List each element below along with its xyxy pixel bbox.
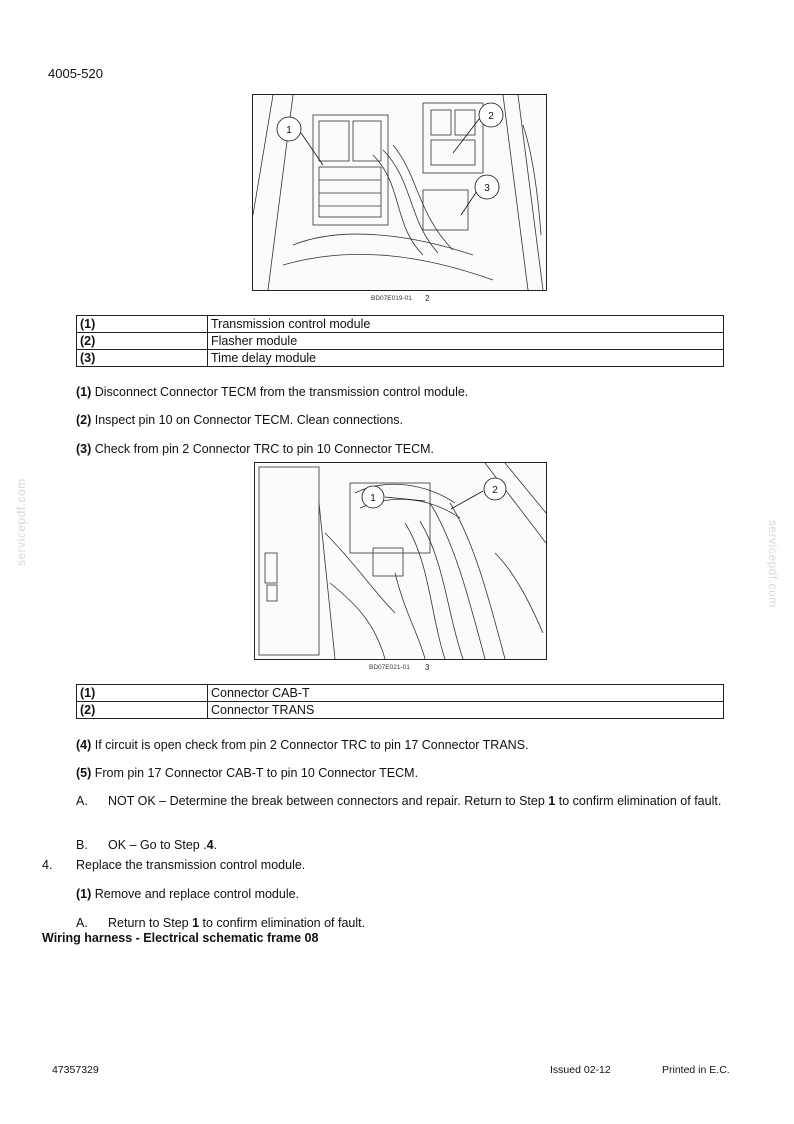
legend-key: (3) [77,350,208,367]
figure-1-drawing [253,95,546,290]
legend-value: Connector TRANS [208,702,724,719]
figure-2-callout-2: 2 [492,485,498,496]
figure-1-callout-1: 1 [286,125,292,136]
step-4-sub: (4) If circuit is open check from pin 2 Connector TRC to pin 17 Connector TRANS. [76,738,529,752]
legend-value: Time delay module [208,350,724,367]
legend-table-1 [76,315,724,367]
figure-1-illustration [252,94,547,291]
table-row [77,333,724,350]
legend-table-2 [76,684,724,719]
step-4-text: Replace the transmission control module. [76,858,306,872]
footer-printed: Printed in E.C. [662,1064,730,1076]
next-section-heading: Wiring harness - Electrical schematic frame 08 [42,931,319,945]
result-b: B. OK – Go to Step .4. [76,838,218,852]
figure-2-number: 3 [425,663,430,672]
figure-1-number: 2 [425,294,430,303]
figure-1-ref: BD07E019-01 [371,295,412,302]
step-2: (2) Inspect pin 10 on Connector TECM. Clean connections. [76,413,404,427]
table-row [77,316,724,333]
watermark-right: servicepdf.com [766,520,780,608]
figure-1-callout-2: 2 [488,111,494,122]
figure-2-callout-1: 1 [370,493,376,504]
step-4-number: 4. [42,858,53,872]
step-4-sub-1: (1) Remove and replace control module. [76,887,300,901]
legend-key: (2) [77,333,208,350]
legend-key: (1) [77,316,208,333]
table-row [77,350,724,367]
legend-value: Connector CAB-T [208,685,724,702]
step-5-sub: (5) From pin 17 Connector CAB-T to pin 10 Connector TECM. [76,766,419,780]
table-row [77,702,724,719]
legend-value: Transmission control module [208,316,724,333]
result-a: A. NOT OK – Determine the break between connectors and repair. Return to Step 1 to confirm elimination of fault. [76,794,722,808]
watermark-left: servicepdf.com [14,478,28,566]
figure-2-illustration [254,462,547,660]
table-row [77,685,724,702]
step-3: (3) Check from pin 2 Connector TRC to pin 10 Connector TECM. [76,442,435,456]
legend-value: Flasher module [208,333,724,350]
step-4-result-a: A. Return to Step 1 to confirm elimination of fault. [76,916,366,930]
figure-1-callout-3: 3 [484,183,490,194]
step-1: (1) Disconnect Connector TECM from the transmission control module. [76,385,469,399]
section-code: 4005-520 [48,66,103,81]
legend-key: (1) [77,685,208,702]
footer-doc-number: 47357329 [52,1064,99,1076]
legend-key: (2) [77,702,208,719]
footer-issued: Issued 02-12 [550,1064,611,1076]
figure-2-ref: BD07E021-01 [369,664,410,671]
figure-2-drawing [255,463,546,659]
